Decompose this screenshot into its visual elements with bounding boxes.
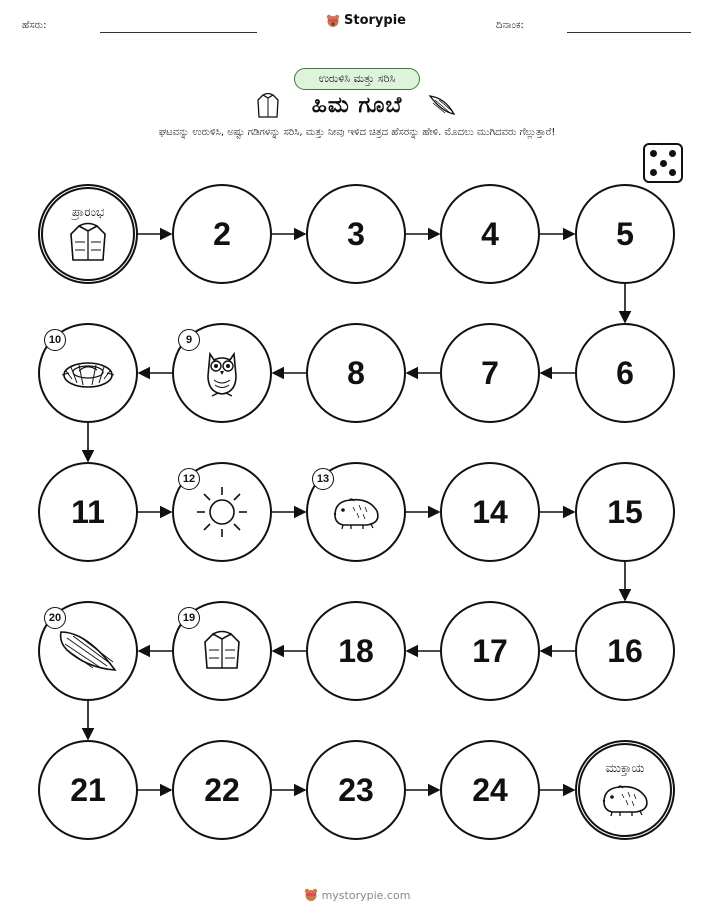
- space-number: 23: [338, 771, 374, 808]
- footer: [0, 888, 714, 902]
- space-number-badge: 9: [178, 329, 200, 351]
- space-number: 18: [338, 632, 374, 669]
- space-number: 3: [347, 215, 365, 252]
- board-space-19: [172, 601, 272, 701]
- name-label: ಹೆಸರು:: [22, 20, 47, 31]
- instructions: ಘಟವನ್ನು ಉರುಳಿಸಿ, ಅಷ್ಟು ಗಡಿಗಳನ್ನು ಸರಿಸಿ, ಮತ್ತು ನೀವು ಇಳಿದ ಚಿತ್ರದ ಹೆಸರನ್ನು ಹೇಳಿ. ಮೊದಲು ಮುಗಿದವರು ಗೆಲ್ಲುತ್ತಾರೆ!: [158, 127, 556, 138]
- space-number: 14: [472, 493, 508, 530]
- board-space-3: [306, 184, 406, 284]
- space-number: 15: [607, 493, 643, 530]
- board-space-4: [440, 184, 540, 284]
- space-number: 21: [70, 771, 106, 808]
- space-number-badge: 12: [178, 468, 200, 490]
- start-label: ಪ್ರಾರಂಭ: [71, 205, 105, 219]
- space-number-badge: 10: [44, 329, 66, 351]
- brand-name: Storypie: [344, 13, 406, 28]
- space-number: 5: [616, 215, 634, 252]
- bear-logo-icon: [304, 888, 318, 902]
- space-number: 24: [472, 771, 508, 808]
- board-space-21: [38, 740, 138, 840]
- board-space-9: [172, 323, 272, 423]
- board-space-13: [306, 462, 406, 562]
- space-number: 17: [472, 632, 508, 669]
- board-space-12: [172, 462, 272, 562]
- start-space: [38, 184, 138, 284]
- board-space-10: [38, 323, 138, 423]
- space-number-badge: 19: [178, 607, 200, 629]
- board-space-22: [172, 740, 272, 840]
- board-space-5: [575, 184, 675, 284]
- board-space-20: [38, 601, 138, 701]
- game-tag: ಉರುಳಿಸಿ ಮತ್ತು ಸರಿಸಿ: [294, 68, 420, 90]
- board-space-17: [440, 601, 540, 701]
- board-space-11: [38, 462, 138, 562]
- footer-url: mystorypie.com: [321, 888, 411, 902]
- space-number: 16: [607, 632, 643, 669]
- board-space-8: [306, 323, 406, 423]
- space-number: 22: [204, 771, 240, 808]
- board-space-18: [306, 601, 406, 701]
- space-number: 6: [616, 354, 634, 391]
- space-number: 8: [347, 354, 365, 391]
- finish-space: [575, 740, 675, 840]
- finish-label: ಮುಕ್ತಾಯ: [605, 761, 645, 775]
- page-title: ಹಿಮ ಗೂಬೆ: [311, 93, 403, 118]
- space-number: 4: [481, 215, 499, 252]
- board-space-16: [575, 601, 675, 701]
- board-space-24: [440, 740, 540, 840]
- board-space-6: [575, 323, 675, 423]
- board-space-15: [575, 462, 675, 562]
- board-space-23: [306, 740, 406, 840]
- space-number: 7: [481, 354, 499, 391]
- board-space-7: [440, 323, 540, 423]
- space-number: 11: [71, 493, 105, 530]
- space-number: 2: [213, 215, 231, 252]
- space-number-badge: 20: [44, 607, 66, 629]
- board-space-14: [440, 462, 540, 562]
- date-label: ದಿನಾಂಕ:: [496, 20, 524, 31]
- board-space-2: [172, 184, 272, 284]
- space-number-badge: 13: [312, 468, 334, 490]
